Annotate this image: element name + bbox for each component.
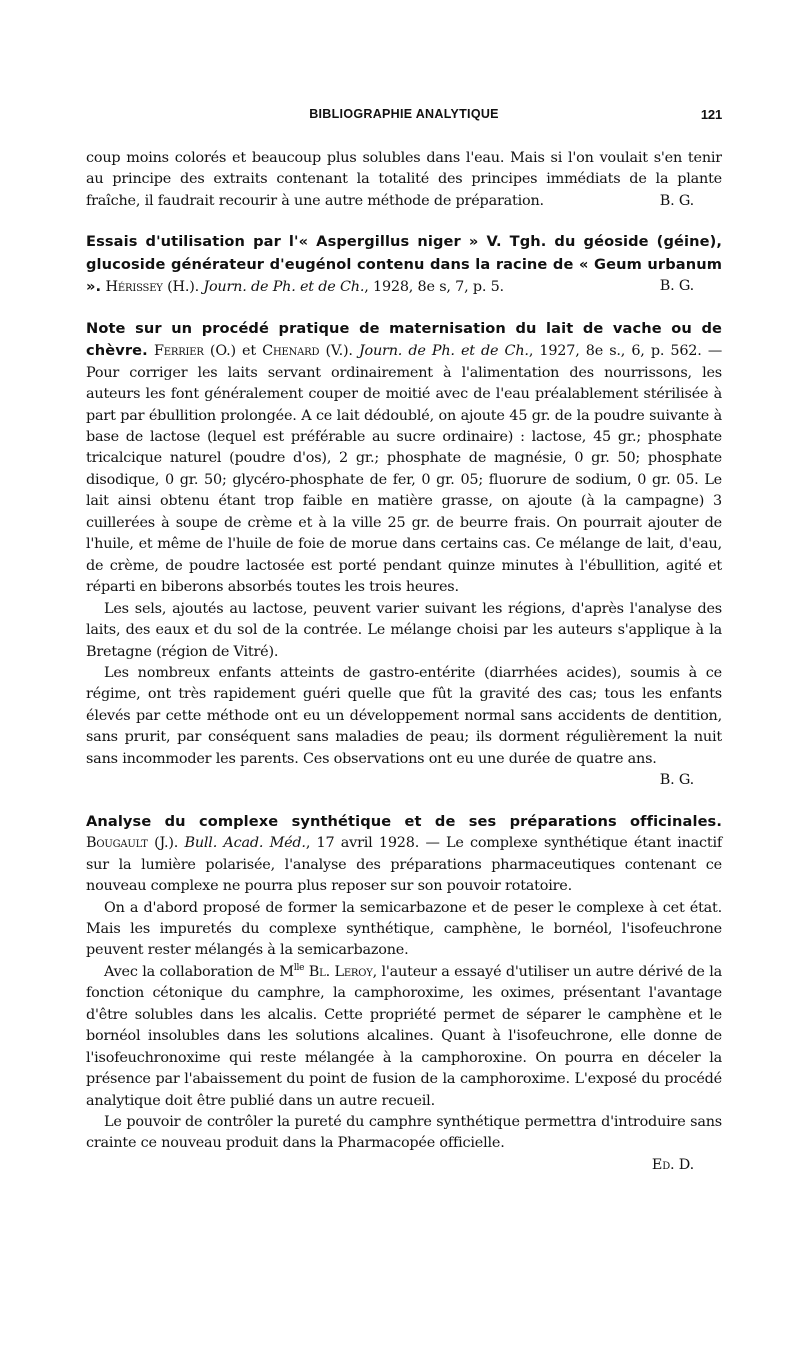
entry-maternisation-author1: Ferrier bbox=[153, 343, 204, 360]
entry-complexe-author: Bougault bbox=[86, 835, 148, 852]
entry-maternisation-author2: Chenard bbox=[262, 343, 320, 360]
entry-maternisation-author2-init: (V.). bbox=[325, 343, 353, 360]
entry-complexe-para3-sup: lle bbox=[293, 963, 305, 974]
intro-text: coup moins colorés et beaucoup plus solubles dans l'eau. Mais si l'on voulait s'en tenir au principe des extraits contenant la totalité des principes immédiats de la plante fraîche, il faudrait recourir à une autre méthode de préparation. bbox=[86, 150, 722, 209]
entry-aspergillus bbox=[86, 231, 722, 298]
document-page bbox=[86, 104, 722, 1176]
entry-complexe-para3-a: Avec la collaboration de M bbox=[104, 963, 294, 980]
entry-complexe-citation: , 17 avril 1928. bbox=[305, 835, 420, 852]
entry-complexe bbox=[86, 811, 722, 1177]
entry-maternisation-para2: Les sels, ajoutés au lactose, peuvent varier suivant les régions, d'après l'analyse des laits, des eaux et du sol de la contrée. Le mélange choisi par les auteurs s'applique à la Bretagne (région de Vitré). bbox=[86, 600, 722, 660]
entry-complexe-author-init: (J.). bbox=[154, 835, 179, 852]
entry-aspergillus-signature: B. G. bbox=[659, 278, 694, 295]
intro-paragraph bbox=[86, 148, 722, 212]
entry-complexe-para4: Le pouvoir de contrôler la pureté du camphre synthétique permettra d'introduire sans crainte ce nouveau produit dans la Pharmacopée officielle. bbox=[86, 1114, 722, 1152]
entry-complexe-para3-b: , l'auteur a essayé d'utiliser un autre dérivé de la fonction cétonique du camphre, la camphoroxime, les oximes, présentant l'avantage d'être solubles dans les alcalis. Cette propriété permet de séparer le camphène et le bornéol insolubles dans les solutions alcalines. Quant à l'isofeuchrone, elle donne de l'isofeuchronoxime qui reste mélangée à la camphoroxine. On pourra en déceler la présence par l'abaissement du point de fusion de la camphoroxime. L'exposé du procédé analytique doit être publié dans un autre recueil. bbox=[86, 963, 722, 1109]
entry-maternisation-signature: B. G. bbox=[659, 772, 694, 789]
entry-aspergillus-title: Essais d'utilisation par l'« Aspergillus niger » V. Tgh. du géoside (géine), glucoside générateur d'eugénol contenu dans la racine de « Geum urbanum ». bbox=[86, 233, 722, 296]
entry-complexe-journal: Bull. Acad. Méd. bbox=[184, 835, 306, 852]
entry-complexe-para2: On a d'abord proposé de former la semicarbazone et de peser le complexe à cet état. Mais les impuretés du complexe synthétique, camphène, le bornéol, l'isofeuchrone peuvent rester mélangés à la semicarbazone. bbox=[86, 899, 722, 959]
entry-complexe-body: — Le complexe synthétique étant inactif sur la lumière polarisée, l'analyse des préparations pharmaceutiques contenant ce nouveau complexe ne pourra plus reposer sur son pouvoir rotatoire. bbox=[86, 835, 723, 895]
entry-maternisation-citation: , 1927, 8e s., 6, p. 562. bbox=[528, 343, 702, 360]
running-head bbox=[86, 104, 722, 128]
intro-signature: B. G. bbox=[659, 192, 694, 209]
entry-maternisation-title: Note sur un procédé pratique de maternisation du lait de vache ou de chèvre. bbox=[86, 319, 722, 360]
running-title: BIBLIOGRAPHIE ANALYTIQUE bbox=[309, 107, 499, 121]
entry-aspergillus-citation: , 1928, 8e s, 7, p. 5. bbox=[364, 279, 504, 296]
entry-maternisation-body: — Pour corriger les laits servant ordinairement à l'alimentation des nourrissons, les auteurs les font généralement couper de moitié avec de l'eau préalablement stérilisée à part par ébullition prolongée. A ce lait dédoublé, on ajoute 45 gr. de la poudre suivante à base de lactose (lequel est préférable au sucre ordinaire) : lactose, 45 gr.; phosphate tricalcique naturel (poudre d'os), 2 gr.; phosphate de magnésie, 0 gr. 50; phosphate disodique, 0 gr. 50; glycéro-phosphate de fer, 0 gr. 05; fluorure de sodium, 0 gr. 05. Le lait ainsi obtenu étant trop faible en matière grasse, on ajoute (à la campagne) 3 cuillerées à soupe de crème et à la ville 25 gr. de beurre frais. On pourrait ajouter de l'huile, et même de l'huile de foie de morue dans certains cas. Ce mélange de lait, d'eau, de crème, de poudre lactosée est porté pendant quinze minutes à l'ébullition, agité et réparti en biberons absorbés toutes les trois heures. bbox=[86, 343, 723, 596]
entry-maternisation-para3: Les nombreux enfants atteints de gastro-entérite (diarrhées acides), soumis à ce régime, ont très rapidement guéri quelle que fût la gravité des cas; tous les enfants élevés par cette méthode ont eu un développement normal sans accidents de dentition, sans prurit, par conséquent sans maladies de peau; ils dorment régulièrement la nuit sans incommoder les parents. Ces observations ont eu une durée de quatre ans. bbox=[86, 664, 722, 767]
entry-maternisation-author1-init: (O.) et bbox=[209, 343, 256, 360]
entry-maternisation bbox=[86, 318, 722, 792]
entry-complexe-para3-name: Bl. Leroy bbox=[308, 963, 373, 980]
entry-aspergillus-author: Hérissey (H.). bbox=[105, 279, 200, 296]
entry-maternisation-journal: Journ. de Ph. et de Ch. bbox=[358, 343, 529, 360]
entry-aspergillus-journal: Journ. de Ph. et de Ch. bbox=[203, 279, 365, 296]
entry-complexe-signature: Ed. D. bbox=[651, 1156, 694, 1173]
page-number: 121 bbox=[700, 107, 722, 122]
entry-complexe-title: Analyse du complexe synthétique et de ses préparations officinales. bbox=[86, 812, 722, 830]
